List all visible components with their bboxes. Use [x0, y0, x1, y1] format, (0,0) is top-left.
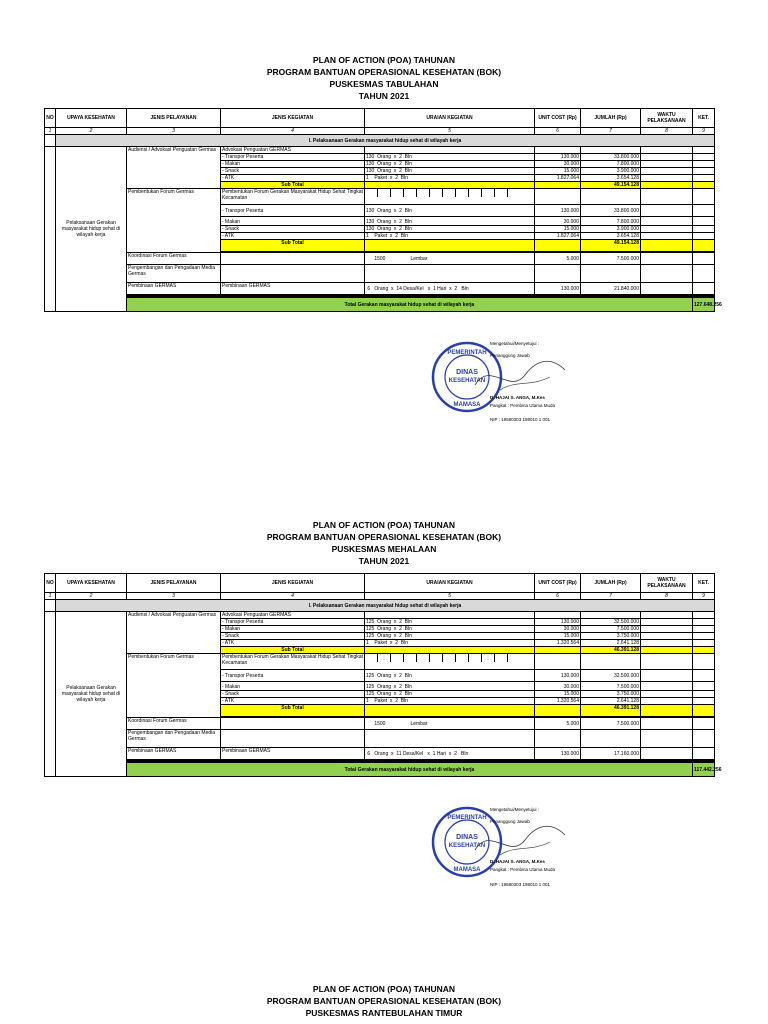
pelayanan-pembentukan: Pembentukan Forum Germas [127, 189, 221, 253]
pelayanan-pembinaan: Pembinaan GERMAS [127, 283, 221, 295]
doc-program: PROGRAM BANTUAN OPERASIONAL KESEHATAN (BOK) [266, 532, 502, 542]
pelayanan-pengembangan: Pengembangan dan Pengadaan Media Germas [127, 265, 221, 283]
col-kegiatan: JENIS KEGIATAN [221, 109, 365, 128]
doc-program: PROGRAM BANTUAN OPERASIONAL KESEHATAN (BOK) [266, 996, 502, 1006]
svg-text:KESEHATAN: KESEHATAN [448, 378, 486, 384]
item-snack: - Snack [221, 168, 365, 175]
poa-document-3 [0, 983, 768, 1019]
total-value: 127.648.256 [693, 298, 715, 312]
col-waktu: WAKTU PELAKSANAAN [641, 109, 693, 128]
poa-document-2 [0, 519, 768, 567]
total-label: Total Gerakan masyarakat hidup sehat di wilayah kerja [127, 763, 693, 777]
document-header [0, 519, 768, 567]
poa-document-1 [0, 54, 768, 102]
col-pelayanan: JENIS PELAYANAN [127, 109, 221, 128]
doc-puskesmas: PUSKESMAS RANTEBULAHAN TIMUR [305, 1008, 463, 1018]
total-value: 117.442.256 [693, 763, 715, 777]
col-no: NO [45, 109, 56, 128]
col-index: 1 [45, 128, 56, 135]
item-makan: - Makan [221, 161, 365, 168]
item-atk: - ATK [221, 175, 365, 182]
poa-table-2: NO UPAYA KESEHATAN JENIS PELAYANAN JENIS KEGIATAN URAIAN KEGIATAN UNIT COST (Rp) JUMLAH (Rp) WAKTU PELAKSANAAN KET. 1 2 3 4 5 6 7 8 9 I. Pelaksanaan Gerakan masyarakat hidup sehat di wilayah kerja Pelaksanaan Gerakan masyarakat hidup sehat di wilayah kerja Audiensi / Advokasi Penguatan Germas Advokasi Penguatan GERMAS - Transpor Peserta 125 Orang x 2 Bln 130.000 32.500.000 - Makan 125 Orang x 2 Bln 30.000 7.500.000 - Snack 125 Orang x 2 Bln 15.000 3.750.000 - ATK 1 Paket x 2 Bln 1.320.564 2.641.128 Sub Total 46.391.128 Pembentukan Forum Germas Pembentukan Forum Gerakan Masyarakat Hidup Sehat Tingkat Kecamatan - Transpor Peserta 125 Orang x 2 Bln 130.000 32.500.000 - Makan 125 Orang x 2 Bln 30.000 7.500.000 - Snack 125 Orang x 2 Bln 15.000 3.750.000 - ATK 1 Paket x 2 Bln 1.320.564 2.641.128 Sub Total 46.391.128 Koordinasi Forum Germas 1500 Lembar 5.000 7.500.000 Pengembangan dan Pengadaan Media Germas Pembinaan GERMAS Pembinaan GERMAS 6 Orang x 11 Desa/Kel x 1 Hari x 2 Bln 130.000 17.160.000 Total Gerakan masyarakat hidup sehat di wilayah kerja 117.442.256 [44, 573, 715, 777]
doc-title: PLAN OF ACTION (POA) TAHUNAN [312, 55, 456, 65]
doc-year: TAHUN 2021 [358, 91, 410, 101]
col-index: 3 [127, 128, 221, 135]
col-index: 8 [641, 128, 693, 135]
doc-title: PLAN OF ACTION (POA) TAHUNAN [312, 984, 456, 994]
section-row: I. Pelaksanaan Gerakan masyarakat hidup sehat di wilayah kerja [56, 600, 715, 612]
upaya-kesehatan: Pelaksanaan Gerakan masyarakat hidup sehat di wilayah kerja [56, 612, 127, 777]
uraian-transport: 130 Orang x 2 Bln [365, 154, 535, 161]
svg-text:PEMERINTAH: PEMERINTAH [447, 815, 487, 821]
poa-table-1: NO UPAYA KESEHATAN JENIS PELAYANAN JENIS KEGIATAN URAIAN KEGIATAN UNIT COST (Rp) JUMLAH (Rp) WAKTU PELAKSANAAN KET. 1 2 3 4 5 6 7 8 9 I. Pelaksanaan Gerakan masyarakat hidup sehat di wilayah kerja Pelaksanaan Gerakan masyarakat hidup sehat di wilayah kerja Audiensi / Advokasi Penguatan Germas Advokasi Penguatan GERMAS - Transpor Peserta 130 Orang x 2 Bln 130.000 33.800.000 - Makan 130 Orang x 2 Bln 30.000 7.800.000 - Snack 130 Orang x 2 Bln 15.000 3.900.000 - ATK 1 Paket x 2 Bln 1.827.064 3.654.128 Sub Total 49.154.128 Pembentukan Forum Germas Pembentukan Forum Gerakan Masyarakat Hidup Sehat Tingkat Kecamatan - Transpor Peserta 130 Orang x 2 Bln 130.000 33.800.000 - Makan 130 Orang x 2 Bln 30.000 7.800.000 - Snack 130 Orang x 2 Bln 15.000 3.900.000 - ATK 1 Paket x 2 Bln 1.827.064 3.654.128 Sub Total 49.154.128 Koordinasi Forum Germas 1500 Lembar 5.000 7.500.000 Pengembangan dan Pengadaan Media Germas Pembinaan GERMAS Pembinaan GERMAS 6 Orang x 14 Desa/Kel x 1 Hari x 2 Bln 130.000 21.840.000 Total Gerakan masyarakat hidup sehat di wilayah kerja 127.648.256 [44, 108, 715, 312]
kegiatan-advokasi: Advokasi Penguatan GERMAS [221, 147, 365, 154]
subtotal-value: 49.154.128 [581, 240, 641, 252]
col-index: 2 [56, 128, 127, 135]
svg-text:PEMERINTAH: PEMERINTAH [447, 350, 487, 356]
doc-title: PLAN OF ACTION (POA) TAHUNAN [312, 520, 456, 530]
svg-text:DINAS: DINAS [456, 369, 478, 376]
col-ket: KET. [693, 109, 715, 128]
col-index: 4 [221, 128, 365, 135]
item-transport: - Transpor Peserta [221, 154, 365, 161]
document-header [0, 54, 768, 102]
document-header [0, 983, 768, 1019]
doc-puskesmas: PUSKESMAS MEHALAAN [331, 544, 437, 554]
col-jumlah: JUMLAH (Rp) [581, 109, 641, 128]
col-index: 7 [581, 128, 641, 135]
col-index: 6 [535, 128, 581, 135]
kegiatan-pembentukan: Pembentukan Forum Gerakan Masyarakat Hidup Sehat Tingkat Kecamatan [221, 189, 365, 205]
total-label: Total Gerakan masyarakat hidup sehat di wilayah kerja [127, 298, 693, 312]
svg-text:MAMASA: MAMASA [453, 402, 481, 408]
subtotal-label: Sub Total [221, 240, 365, 252]
doc-puskesmas: PUSKESMAS TABULAHAN [329, 79, 439, 89]
pelayanan-audiensi: Audiensi / Advokasi Penguatan Germas [127, 147, 221, 189]
pelayanan-koordinasi: Koordinasi Forum Germas [127, 253, 221, 265]
section-row: I. Pelaksanaan Gerakan masyarakat hidup sehat di wilayah kerja [56, 135, 715, 147]
doc-program: PROGRAM BANTUAN OPERASIONAL KESEHATAN (BOK) [266, 67, 502, 77]
subtotal-label: Sub Total [221, 182, 365, 189]
col-index: 5 [365, 128, 535, 135]
doc-year: TAHUN 2021 [358, 556, 410, 566]
col-unit-cost: UNIT COST (Rp) [535, 109, 581, 128]
svg-text:KESEHATAN: KESEHATAN [448, 843, 486, 849]
upaya-kesehatan: Pelaksanaan Gerakan masyarakat hidup sehat di wilayah kerja [56, 147, 127, 312]
subtotal-value: 49.154.128 [581, 182, 641, 189]
col-index: 9 [693, 128, 715, 135]
col-upaya: UPAYA KESEHATAN [56, 109, 127, 128]
svg-text:DINAS: DINAS [456, 834, 478, 841]
svg-text:MAMASA: MAMASA [453, 867, 481, 873]
col-uraian: URAIAN KEGIATAN [365, 109, 535, 128]
